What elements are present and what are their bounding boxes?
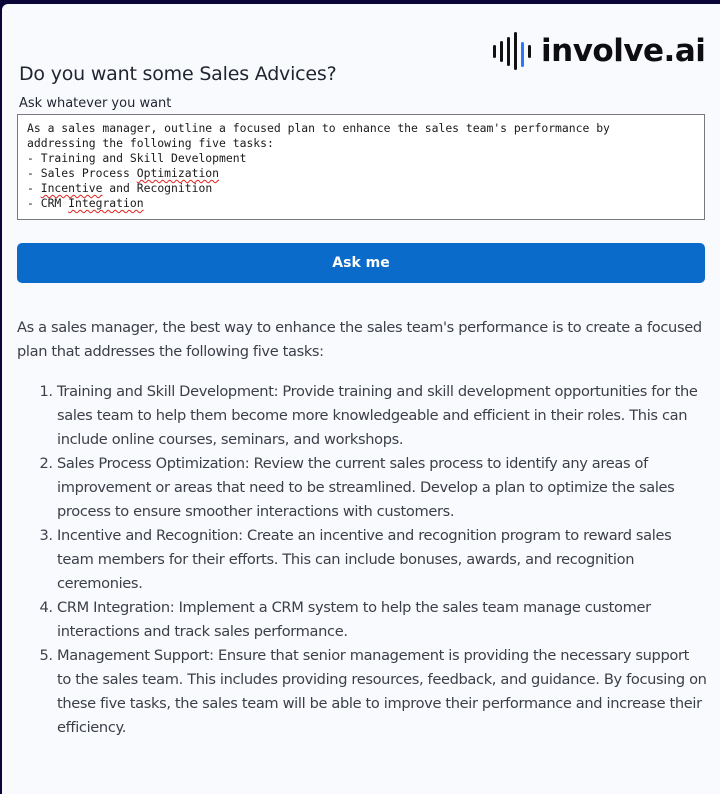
spellcheck-underline: Incentive — [40, 181, 103, 195]
page-title: Do you want some Sales Advices? — [19, 62, 337, 85]
logo-text: involve.ai — [541, 33, 706, 69]
spellcheck-underline: Integration — [68, 196, 144, 210]
spellcheck-underline: Optimization — [136, 166, 220, 180]
list-item: 3. Incentive and Recognition: Create an incentive and recognition program to reward sales team members for their efforts. This can include bonuses, awards, and recognition ceremonies. — [57, 524, 707, 596]
list-item: 5. Management Support: Ensure that senior management is providing the necessary support to the sales team. This includes providing resources, feedback, and guidance. By focusing on these five tasks, the sales team will be able to improve their performance and increase their efficiency. — [57, 644, 707, 740]
brand-logo — [493, 31, 705, 71]
list-item: 4. CRM Integration: Implement a CRM system to help the sales team manage customer interactions and track sales performance. — [57, 596, 707, 644]
prompt-label: Ask whatever you want — [19, 96, 172, 111]
answer-intro: As a sales manager, the best way to enhance the sales team's performance is to create a focused plan that addresses the following five tasks: — [17, 319, 702, 360]
sound-wave-bars-icon — [493, 31, 531, 71]
ask-me-button[interactable]: Ask me — [17, 243, 705, 283]
list-item: 2. Sales Process Optimization: Review the current sales process to identify any areas of improvement or areas that need to be streamlined. Develop a plan to optimize the sales process to ensure smoother interactions with customers. — [57, 452, 707, 524]
app-card — [2, 4, 720, 794]
answer-output — [17, 316, 707, 740]
prompt-textarea[interactable]: As a sales manager, outline a focused plan to enhance the sales team's performance by addressing the following five tasks: - Training and Skill Development - Sales Process Optimization - Incentive and Recognition - CRM Integration — [17, 114, 705, 220]
answer-list — [17, 380, 707, 740]
header — [19, 4, 709, 94]
list-item: 1. Training and Skill Development: Provide training and skill development opportunities for the sales team to help them become more knowledgeable and efficient in their roles. This can include online courses, seminars, and workshops. — [57, 380, 707, 452]
